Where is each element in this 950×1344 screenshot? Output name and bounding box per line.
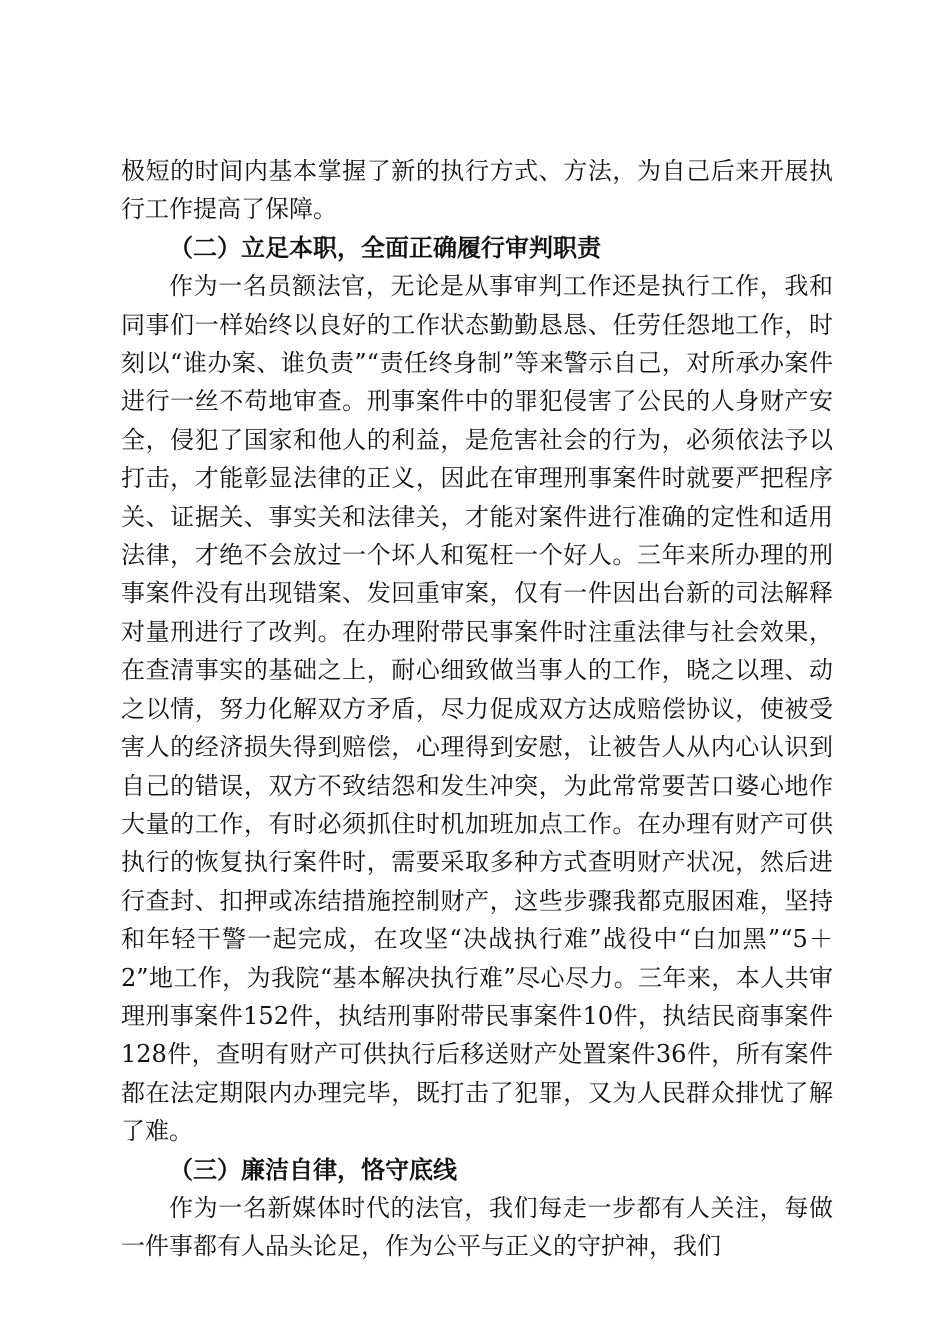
section-heading-2: （二）立足本职，全面正确履行审判职责 <box>169 232 601 262</box>
document-body <box>121 152 833 1266</box>
paragraph-section-2-body: 作为一名员额法官，无论是从事审判工作还是执行工作，我和同事们一样始终以良好的工作状态勤勤恳恳、任劳任怨地工作，时刻以“谁办案、谁负责”“责任终身制”等来警示自己，对所承办案件进行一丝不苟地审查。刑事案件中的罪犯侵害了公民的人身财产安全，侵犯了国家和他人的利益，是危害社会的行为，必须依法予以打击，才能彰显法律的正义，因此在审理刑事案件时就要严把程序关、证据关、事实关和法律关，才能对案件进行准确的定性和适用法律，才绝不会放过一个坏人和冤枉一个好人。三年来所办理的刑事案件没有出现错案、发回重审案，仅有一件因出台新的司法解释对量刑进行了改判。在办理附带民事案件时注重法律与社会效果，在查清事实的基础之上，耐心细致做当事人的工作，晓之以理、动之以情，努力化解双方矛盾，尽力促成双方达成赔偿协议，使被受害人的经济损失得到赔偿，心理得到安慰，让被告人从内心认识到自己的错误，双方不致结怨和发生冲突，为此常常要苦口婆心地作大量的工作，有时必须抓住时机加班加点工作。在办理有财产可供执行的恢复执行案件时，需要采取多种方式查明财产状况，然后进行查封、扣押或冻结措施控制财产，这些步骤我都克服困难，坚持和年轻干警一起完成，在攻坚“决战执行难”战役中“白加黑”“5＋2”地工作，为我院“基本解决执行难”尽心尽力。三年来，本人共审理刑事案件152件，执结刑事附带民事案件10件，执结民商事案件128件，查明有财产可供执行后移送财产处置案件36件，所有案件都在法定期限内办理完毕，既打击了犯罪，又为人民群众排忧了解了难。 <box>121 272 833 1146</box>
section-heading-3: （三）廉洁自律，恪守底线 <box>169 1154 457 1184</box>
paragraph-continuation: 极短的时间内基本掌握了新的执行方式、方法，为自己后来开展执行工作提高了保障。 <box>121 157 833 224</box>
paragraph-section-3-body: 作为一名新媒体时代的法官，我们每走一步都有人关注，每做一件事都有人品头论足，作为公平与正义的守护神，我们 <box>121 1193 833 1261</box>
